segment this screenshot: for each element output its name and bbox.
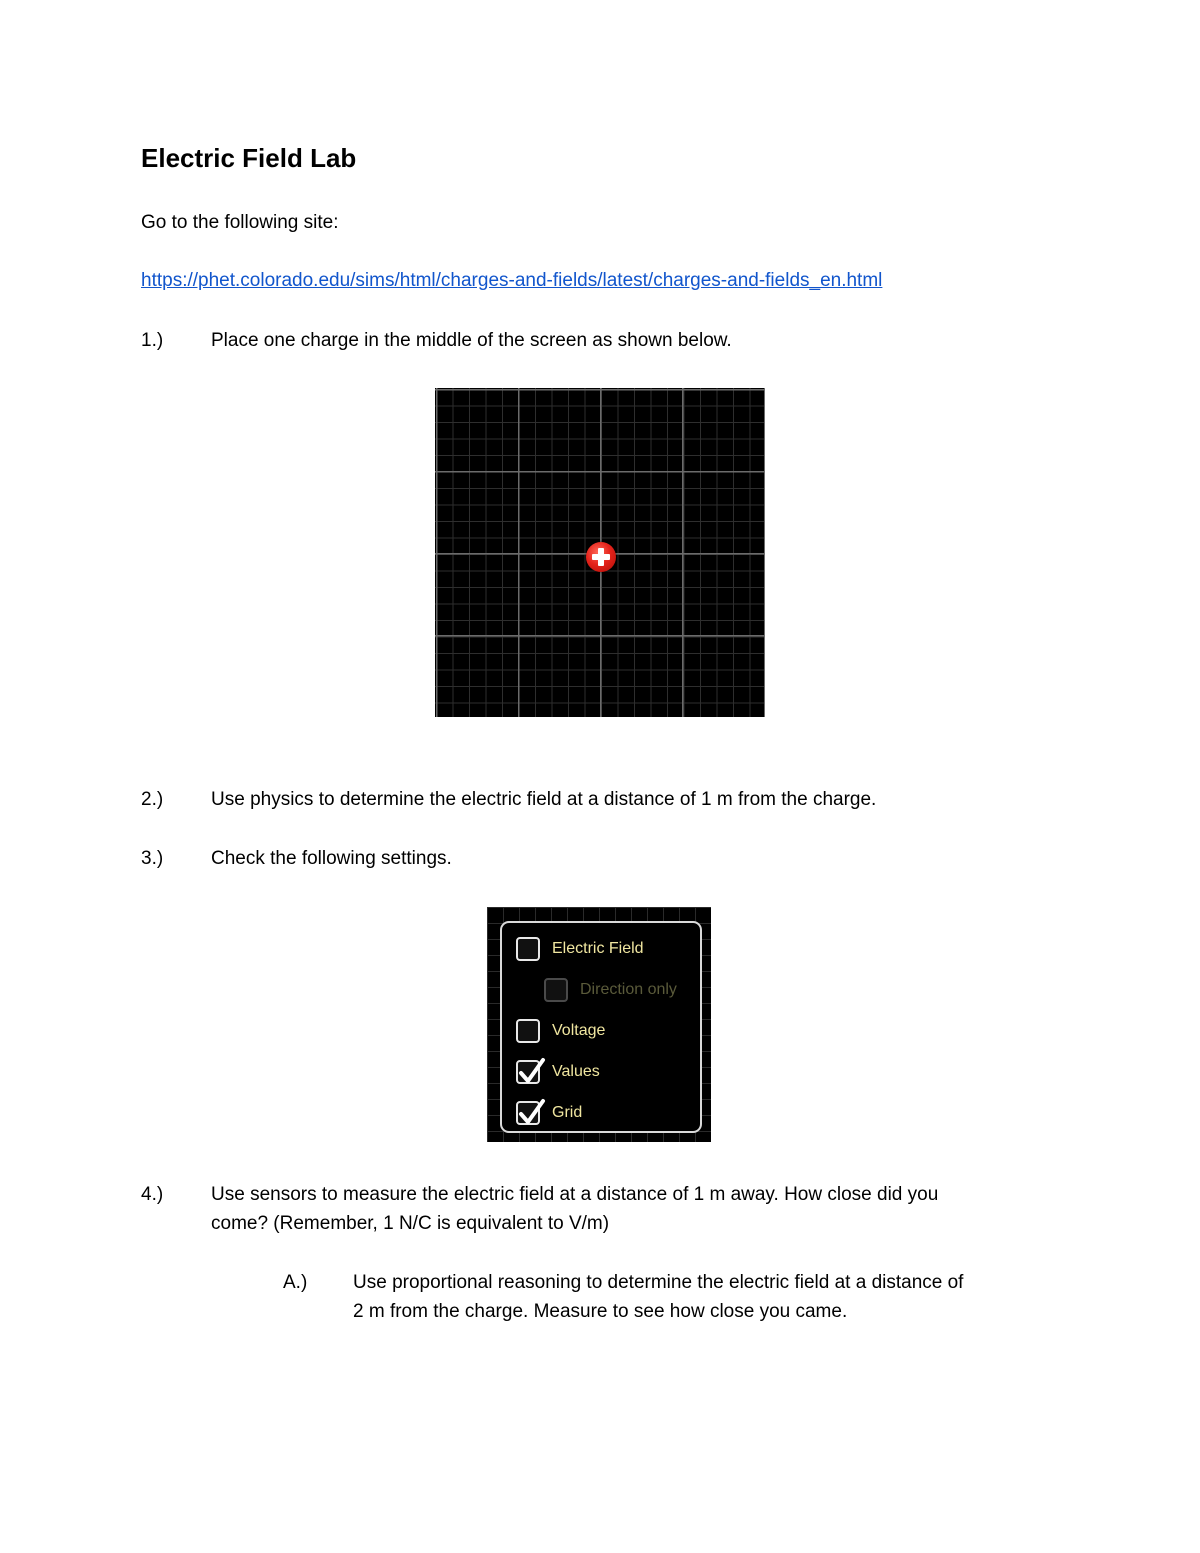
checkmark-icon [516, 1056, 546, 1086]
setting-label: Voltage [552, 1022, 606, 1039]
step-text: Check the following settings. [211, 848, 452, 869]
simulation-grid-image [435, 388, 765, 717]
step-number: 4.) [141, 1184, 164, 1205]
intro-text: Go to the following site: [141, 212, 339, 233]
step-number: 2.) [141, 789, 164, 810]
step-text: Place one charge in the middle of the screen as shown below. [211, 330, 732, 351]
settings-panel [500, 921, 702, 1133]
setting-label: Values [552, 1063, 600, 1080]
substep-number: A.) [283, 1272, 308, 1293]
setting-label: Grid [552, 1104, 583, 1121]
checkbox-icon [544, 978, 568, 1002]
step-number: 1.) [141, 330, 164, 351]
phet-simulation-link[interactable]: https://phet.colorado.edu/sims/html/charges-and-fields/latest/charges-and-fields_en.html [141, 270, 883, 291]
positive-charge-icon [586, 542, 616, 572]
checkbox-icon [516, 1060, 540, 1084]
checkmark-icon [516, 1097, 546, 1127]
setting-direction-only [544, 975, 677, 1005]
checkbox-icon [516, 1101, 540, 1125]
step-number: 3.) [141, 848, 164, 869]
settings-panel-image [487, 907, 711, 1142]
setting-electric-field [516, 934, 644, 964]
setting-label: Direction only [580, 981, 677, 998]
step-text: Use sensors to measure the electric field at a distance of 1 m away. How close did you [211, 1184, 939, 1205]
setting-label: Electric Field [552, 940, 644, 957]
checkbox-icon [516, 937, 540, 961]
setting-voltage [516, 1016, 605, 1046]
setting-grid [516, 1098, 582, 1128]
setting-values [516, 1057, 600, 1087]
substep-text-continued: 2 m from the charge. Measure to see how close you came. [353, 1301, 848, 1322]
step-text: Use physics to determine the electric field at a distance of 1 m from the charge. [211, 789, 877, 810]
checkbox-icon [516, 1019, 540, 1043]
substep-text: Use proportional reasoning to determine the electric field at a distance of [353, 1272, 964, 1293]
document-title: Electric Field Lab [141, 143, 357, 173]
step-text-continued: come? (Remember, 1 N/C is equivalent to V/m) [211, 1213, 610, 1234]
